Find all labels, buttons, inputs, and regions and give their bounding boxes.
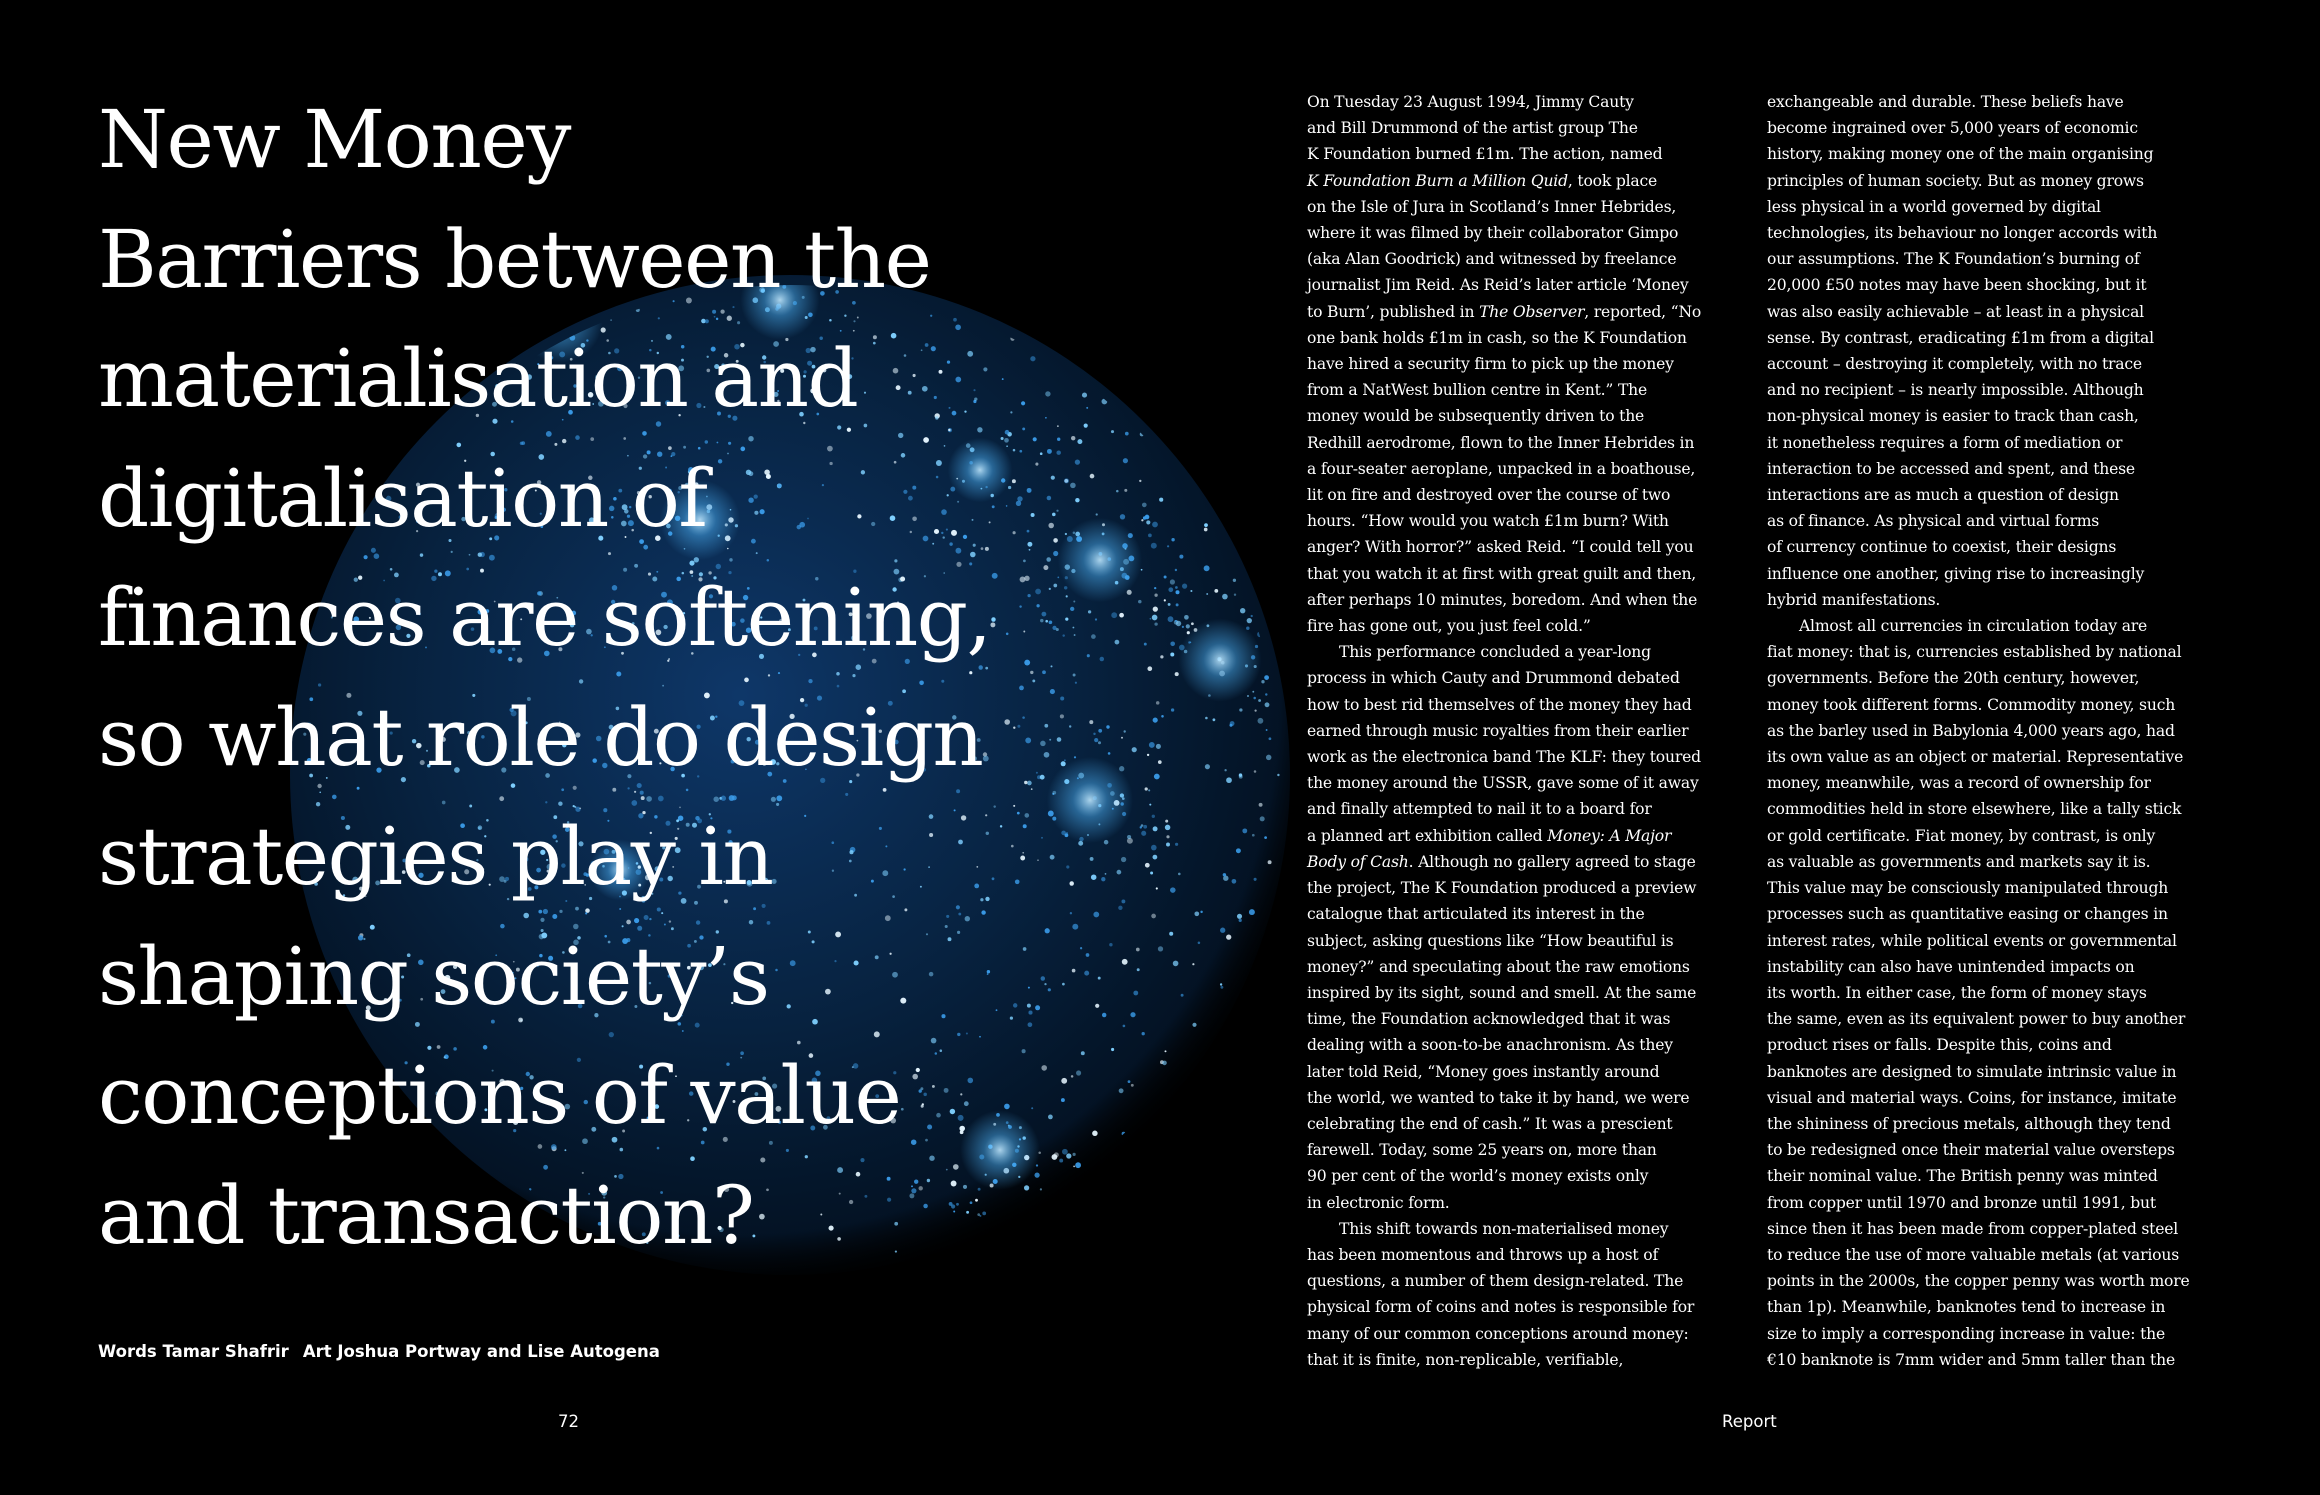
text-run: a planned art exhibition called	[1307, 826, 1548, 845]
text-line	[1307, 1085, 1777, 1111]
text-line	[1767, 403, 2237, 429]
headline-line: New Money	[98, 93, 570, 186]
text-line	[1767, 639, 2237, 665]
text-run: . Although no gallery agreed to stage	[1408, 852, 1696, 871]
text-line	[1307, 1216, 1777, 1242]
text-run: journalist Jim Reid. As Reid’s later article ‘Money	[1307, 276, 1689, 295]
text-line	[1307, 272, 1777, 298]
text-run: on the Isle of Jura in Scotland’s Inner Hebrides,	[1307, 197, 1677, 216]
text-run: money, meanwhile, was a record of ownership for	[1767, 774, 2151, 793]
text-run: one bank holds £1m in cash, so the K Foundation	[1307, 328, 1687, 347]
text-line	[1767, 1242, 2237, 1268]
text-line	[1767, 954, 2237, 980]
text-run: farewell. Today, some 25 years on, more than	[1307, 1141, 1657, 1160]
text-run: dealing with a soon-to-be anachronism. As they	[1307, 1036, 1673, 1055]
text-run: This shift towards non-materialised money	[1339, 1219, 1669, 1238]
text-line	[1307, 665, 1777, 691]
text-line	[1307, 1163, 1777, 1189]
text-line	[1307, 1268, 1777, 1294]
text-run: fire has gone out, you just feel cold.”	[1307, 617, 1591, 636]
text-run: from a NatWest bullion centre in Kent.” The	[1307, 381, 1648, 400]
text-run: technologies, its behaviour no longer accords with	[1767, 224, 2158, 243]
text-line	[1307, 796, 1777, 822]
text-run: in electronic form.	[1307, 1193, 1450, 1212]
text-line	[1307, 351, 1777, 377]
text-run: many of our common conceptions around money:	[1307, 1324, 1689, 1343]
text-line	[1767, 1137, 2237, 1163]
text-line	[1767, 796, 2237, 822]
text-run: to be redesigned once their material value oversteps	[1767, 1141, 2175, 1160]
text-run: that it is finite, non-replicable, verifiable,	[1307, 1350, 1624, 1369]
text-line	[1307, 141, 1777, 167]
text-line	[1307, 403, 1777, 429]
text-run: and finally attempted to nail it to a board for	[1307, 800, 1652, 819]
text-run: exchangeable and durable. These beliefs have	[1767, 93, 2124, 111]
text-line	[1767, 456, 2237, 482]
text-run: This performance concluded a year-long	[1339, 643, 1651, 662]
text-run: the same, even as its equivalent power to buy another	[1767, 1010, 2186, 1029]
text-line	[1307, 1242, 1777, 1268]
text-run: later told Reid, “Money goes instantly around	[1307, 1062, 1660, 1081]
text-line	[1307, 508, 1777, 534]
text-line	[1307, 1006, 1777, 1032]
text-line	[1307, 823, 1777, 849]
text-line	[1307, 246, 1777, 272]
text-run: principles of human society. But as money grows	[1767, 171, 2144, 190]
text-line	[1767, 1006, 2237, 1032]
text-run: points in the 2000s, the copper penny was worth more	[1767, 1272, 2190, 1291]
text-line	[1307, 89, 1777, 115]
text-line	[1767, 665, 2237, 691]
italic-text: The Observer	[1479, 302, 1585, 321]
text-run: influence one another, giving rise to increasingly	[1767, 564, 2145, 583]
text-run: money would be subsequently driven to the	[1307, 407, 1645, 426]
text-run: celebrating the end of cash.” It was a prescient	[1307, 1114, 1673, 1133]
text-run: as the barley used in Babylonia 4,000 years ago, had	[1767, 721, 2175, 740]
text-line	[1767, 1059, 2237, 1085]
page-number: 72	[558, 1412, 579, 1431]
text-line	[1767, 168, 2237, 194]
text-line	[1767, 613, 2237, 639]
text-run: become ingrained over 5,000 years of economic	[1767, 119, 2138, 138]
text-line	[1767, 89, 2237, 115]
text-run: earned through music royalties from their earlier	[1307, 721, 1689, 740]
text-run: its worth. In either case, the form of money stays	[1767, 983, 2147, 1002]
text-run: the project, The K Foundation produced a preview	[1307, 879, 1697, 898]
text-line	[1307, 954, 1777, 980]
text-line	[1307, 534, 1777, 560]
text-line	[1307, 194, 1777, 220]
text-run: interaction to be accessed and spent, and these	[1767, 459, 2135, 478]
text-run: lit on fire and destroyed over the course of two	[1307, 486, 1671, 505]
text-run: Redhill aerodrome, flown to the Inner Hebrides in	[1307, 433, 1695, 452]
text-run: it nonetheless requires a form of mediation or	[1767, 433, 2123, 452]
text-line	[1307, 456, 1777, 482]
text-line	[1307, 849, 1777, 875]
headline-line: and transaction?	[98, 1168, 754, 1262]
text-line	[1307, 561, 1777, 587]
headline-line: shaping society’s	[98, 929, 769, 1023]
text-run: governments. Before the 20th century, however,	[1767, 669, 2140, 688]
text-run: the world, we wanted to take it by hand, we were	[1307, 1088, 1690, 1107]
text-line	[1307, 1137, 1777, 1163]
text-run: money took different forms. Commodity money, such	[1767, 695, 2176, 714]
text-line	[1307, 1321, 1777, 1347]
text-run: how to best rid themselves of the money they had	[1307, 695, 1692, 714]
text-line	[1307, 692, 1777, 718]
text-run: , took place	[1567, 171, 1658, 190]
text-line	[1767, 928, 2237, 954]
text-run: that you watch it at first with great guilt and then,	[1307, 564, 1697, 583]
text-run: as valuable as governments and markets say it is.	[1767, 852, 2151, 871]
text-run: product rises or falls. Despite this, coins and	[1767, 1036, 2112, 1055]
text-run: On Tuesday 23 August 1994, Jimmy Cauty	[1307, 93, 1634, 111]
italic-text: Body of Cash	[1307, 852, 1409, 871]
text-line	[1767, 115, 2237, 141]
text-run: history, making money one of the main organising	[1767, 145, 2154, 164]
text-line	[1767, 1347, 2237, 1373]
text-run: a four-seater aeroplane, unpacked in a boathouse,	[1307, 459, 1696, 478]
text-line	[1307, 115, 1777, 141]
text-run: time, the Foundation acknowledged that it was	[1307, 1010, 1671, 1029]
text-run: their nominal value. The British penny was minted	[1767, 1167, 2158, 1186]
text-line	[1307, 613, 1777, 639]
text-run: interactions are as much a question of design	[1767, 486, 2119, 505]
text-line	[1767, 980, 2237, 1006]
text-run: commodities held in store elsewhere, like a tally stick	[1767, 800, 2182, 819]
text-line	[1767, 849, 2237, 875]
text-run: after perhaps 10 minutes, boredom. And when the	[1307, 590, 1698, 609]
text-run: , reported, “No	[1584, 302, 1702, 321]
text-run: sense. By contrast, eradicating £1m from a digital	[1767, 328, 2154, 347]
text-line	[1767, 1321, 2237, 1347]
text-line	[1767, 823, 2237, 849]
headline-line: finances are softening,	[98, 571, 991, 664]
text-run: hours. “How would you watch £1m burn? With	[1307, 512, 1669, 531]
text-run: from copper until 1970 and bronze until 1991, but	[1767, 1193, 2156, 1212]
section-name: Report	[1722, 1412, 1777, 1431]
text-line	[1767, 1163, 2237, 1189]
text-run: have hired a security firm to pick up the money	[1307, 355, 1674, 374]
text-run: anger? With horror?” asked Reid. “I could tell you	[1307, 538, 1694, 557]
text-line	[1307, 1190, 1777, 1216]
text-run: banknotes are designed to simulate intrinsic value in	[1767, 1062, 2177, 1081]
credits	[98, 1342, 660, 1361]
text-line	[1767, 770, 2237, 796]
text-run: less physical in a world governed by digital	[1767, 197, 2101, 216]
text-run: account – destroying it completely, with no trace	[1767, 355, 2142, 374]
text-run: subject, asking questions like “How beautiful is	[1307, 931, 1674, 950]
text-line	[1767, 194, 2237, 220]
text-line	[1767, 351, 2237, 377]
text-run: the shininess of precious metals, although they tend	[1767, 1114, 2171, 1133]
text-line	[1767, 718, 2237, 744]
text-line	[1767, 272, 2237, 298]
text-line	[1767, 1268, 2237, 1294]
text-line	[1767, 220, 2237, 246]
text-run: questions, a number of them design-related. The	[1307, 1272, 1684, 1291]
text-line	[1307, 744, 1777, 770]
text-run: fiat money: that is, currencies established by national	[1767, 643, 2182, 662]
text-run: process in which Cauty and Drummond debated	[1307, 669, 1680, 688]
text-run: €10 banknote is 7mm wider and 5mm taller than the	[1767, 1350, 2175, 1369]
text-run: size to imply a corresponding increase in value: the	[1767, 1324, 2166, 1343]
text-run: since then it has been made from copper-plated steel	[1767, 1219, 2179, 1238]
text-line	[1307, 1347, 1777, 1373]
headline-line: Barriers between the	[98, 212, 931, 306]
text-line	[1307, 430, 1777, 456]
body-column-2	[1767, 89, 2237, 1373]
text-line	[1307, 482, 1777, 508]
text-run: where it was filmed by their collaborator Gimpo	[1307, 224, 1679, 243]
text-run: as of finance. As physical and virtual forms	[1767, 512, 2100, 531]
text-line	[1307, 1111, 1777, 1137]
text-line	[1767, 1111, 2237, 1137]
text-line	[1767, 1190, 2237, 1216]
text-line	[1307, 587, 1777, 613]
text-line	[1307, 220, 1777, 246]
text-line	[1307, 980, 1777, 1006]
text-line	[1767, 141, 2237, 167]
text-line	[1767, 1032, 2237, 1058]
text-line	[1767, 246, 2237, 272]
text-run: physical form of coins and notes is responsible for	[1307, 1298, 1695, 1317]
text-run: catalogue that articulated its interest in the	[1307, 905, 1645, 924]
text-run: Almost all currencies in circulation today are	[1799, 617, 2148, 636]
text-run: 20,000 £50 notes may have been shocking, but it	[1767, 276, 2147, 295]
text-run: hybrid manifestations.	[1767, 590, 1941, 609]
text-line	[1767, 561, 2237, 587]
text-run: our assumptions. The K Foundation’s burning of	[1767, 250, 2140, 269]
text-run: processes such as quantitative easing or changes in	[1767, 905, 2168, 924]
text-run: or gold certificate. Fiat money, by contrast, is only	[1767, 826, 2156, 845]
text-line	[1767, 1085, 2237, 1111]
text-run: the money around the USSR, gave some of it away	[1307, 774, 1699, 793]
text-run: 90 per cent of the world’s money exists only	[1307, 1167, 1649, 1186]
text-run: instability can also have unintended impacts on	[1767, 957, 2135, 976]
headline-line: digitalisation of	[98, 451, 707, 545]
text-run: of currency continue to coexist, their designs	[1767, 538, 2117, 557]
text-run: its own value as an object or material. Representative	[1767, 748, 2184, 767]
text-line	[1767, 1294, 2237, 1320]
text-run: visual and material ways. Coins, for instance, imitate	[1767, 1088, 2177, 1107]
credit-art: Art Joshua Portway and Lise Autogena	[302, 1342, 660, 1361]
text-run: work as the electronica band The KLF: they toured	[1307, 748, 1701, 767]
text-line	[1767, 901, 2237, 927]
text-run: This value may be consciously manipulated through	[1767, 879, 2169, 898]
headline-line: materialisation and	[98, 332, 858, 425]
text-run: and no recipient – is nearly impossible. Although	[1767, 381, 2144, 400]
text-run: inspired by its sight, sound and smell. At the same	[1307, 983, 1697, 1002]
credit-words: Words Tamar Shafrir	[98, 1342, 289, 1361]
text-run: to Burn’, published in	[1307, 302, 1480, 321]
text-line	[1767, 875, 2237, 901]
headline-line: so what role do design	[98, 690, 983, 784]
text-run: money?” and speculating about the raw emotions	[1307, 957, 1690, 976]
text-line	[1307, 377, 1777, 403]
text-line	[1307, 928, 1777, 954]
text-run: was also easily achievable – at least in a physical	[1767, 302, 2144, 321]
text-line	[1767, 587, 2237, 613]
body-column-1	[1307, 89, 1777, 1373]
text-line	[1767, 692, 2237, 718]
text-line	[1307, 639, 1777, 665]
text-line	[1767, 744, 2237, 770]
text-line	[1307, 1294, 1777, 1320]
text-line	[1767, 299, 2237, 325]
headline	[98, 80, 1098, 1275]
text-line	[1307, 1032, 1777, 1058]
text-line	[1307, 875, 1777, 901]
text-line	[1767, 482, 2237, 508]
text-line	[1307, 901, 1777, 927]
text-run: than 1p). Meanwhile, banknotes tend to increase in	[1767, 1298, 2166, 1317]
headline-line: strategies play in	[98, 810, 773, 903]
text-run: non-physical money is easier to track than cash,	[1767, 407, 2139, 426]
text-line	[1767, 1216, 2237, 1242]
text-run: (aka Alan Goodrick) and witnessed by freelance	[1307, 250, 1677, 269]
text-line	[1767, 325, 2237, 351]
text-line	[1307, 168, 1777, 194]
text-run: has been momentous and throws up a host of	[1307, 1245, 1659, 1264]
headline-line: conceptions of value	[98, 1049, 901, 1142]
text-line	[1307, 299, 1777, 325]
text-line	[1307, 325, 1777, 351]
text-line	[1767, 534, 2237, 560]
text-run: and Bill Drummond of the artist group The	[1307, 119, 1638, 138]
text-line	[1307, 1059, 1777, 1085]
text-line	[1307, 770, 1777, 796]
text-line	[1307, 718, 1777, 744]
italic-text: Money: A Major	[1547, 826, 1672, 845]
text-run: to reduce the use of more valuable metals (at various	[1767, 1245, 2179, 1264]
text-run: interest rates, while political events or governmental	[1767, 931, 2177, 950]
text-line	[1767, 508, 2237, 534]
text-run: K Foundation burned £1m. The action, named	[1307, 145, 1663, 164]
text-line	[1767, 377, 2237, 403]
text-line	[1767, 430, 2237, 456]
italic-text: K Foundation Burn a Million Quid	[1307, 171, 1568, 190]
